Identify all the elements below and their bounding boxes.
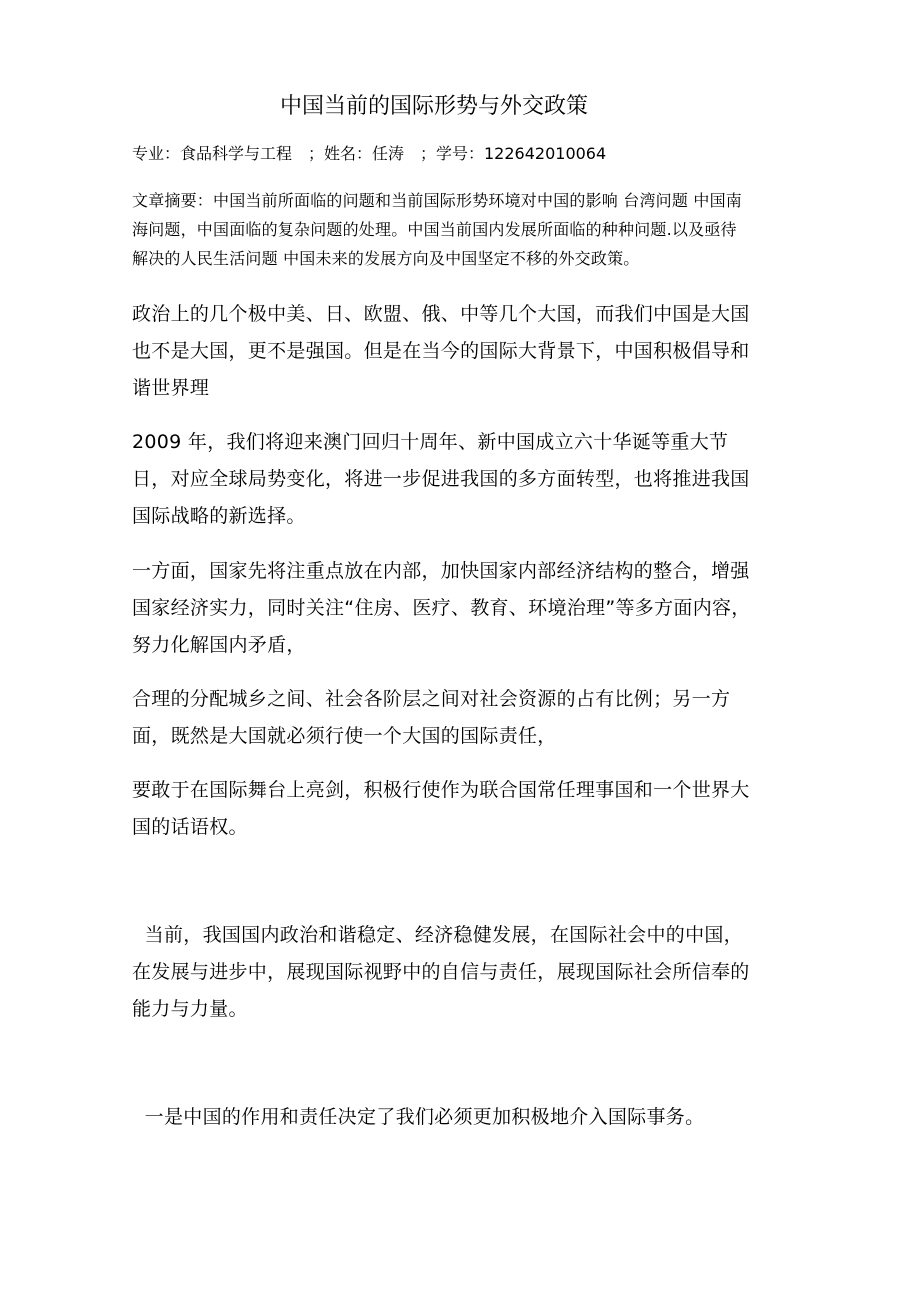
- paragraph-line: 日，对应全球局势变化，将进一步促进我国的多方面转型，也将推进我国: [132, 468, 750, 490]
- paragraph-line: 国际战略的新选择。: [132, 505, 306, 527]
- paragraph-line: 也不是大国，更不是强国。但是在当今的国际大背景下，中国积极倡导和: [132, 340, 750, 362]
- abstract-line: 解决的人民生活问题 中国未来的发展方向及中国坚定不移的外交政策。: [132, 249, 640, 268]
- paragraph-line: 一是中国的作用和责任决定了我们必须更加积极地介入国际事务。: [132, 1106, 705, 1128]
- paragraph-6: [132, 917, 832, 1028]
- paragraph-line: 要敢于在国际舞台上亮剑，积极行使作为联合国常任理事国和一个世界大: [132, 779, 750, 801]
- abstract: [132, 186, 832, 273]
- paragraph-line: 合理的分配城乡之间、社会各阶层之间对社会资源的占有比例；另一方: [132, 688, 731, 710]
- paragraph-line: 能力与力量。: [132, 998, 248, 1020]
- paragraph-line: 努力化解国内矛盾，: [132, 634, 306, 656]
- paragraph-3: [132, 553, 832, 664]
- paragraph-4: [132, 681, 832, 755]
- abstract-line: 海问题，中国面临的复杂问题的处理。中国当前国内发展所面临的种种问题.以及亟待: [132, 220, 737, 239]
- document-title: 中国当前的国际形势与外交政策: [279, 94, 588, 119]
- paragraph-line: 面，既然是大国就必须行使一个大国的国际责任，: [132, 725, 557, 747]
- paragraph-line: 当前，我国国内政治和谐稳定、经济稳健发展，在国际社会中的中国，: [132, 924, 743, 946]
- paragraph-5: [132, 772, 832, 846]
- paragraph-1: [132, 296, 832, 407]
- paragraph-line: 谐世界理: [132, 377, 210, 399]
- paragraph-line: 2009 年，我们将迎来澳门回归十周年、新中国成立六十华诞等重大节: [132, 431, 729, 453]
- paragraph-line: 国的话语权。: [132, 816, 248, 838]
- paragraph-line: 政治上的几个极中美、日、欧盟、俄、中等几个大国，而我们中国是大国: [132, 303, 750, 325]
- paragraph-line: 在发展与进步中，展现国际视野中的自信与责任，展现国际社会所信奉的: [132, 961, 750, 983]
- author-info: 专业：食品科学与工程 ；姓名：任涛 ；学号：122642010064: [132, 144, 607, 163]
- paragraph-line: 一方面，国家先将注重点放在内部，加快国家内部经济结构的整合，增强: [132, 560, 750, 582]
- abstract-line: 文章摘要：中国当前所面临的问题和当前国际形势环境对中国的影响 台湾问题 中国南: [132, 191, 742, 210]
- paragraph-line: 国家经济实力，同时关注“住房、医疗、教育、环境治理”等多方面内容，: [132, 597, 751, 619]
- paragraph-7: [132, 1099, 832, 1136]
- paragraph-2: [132, 424, 832, 535]
